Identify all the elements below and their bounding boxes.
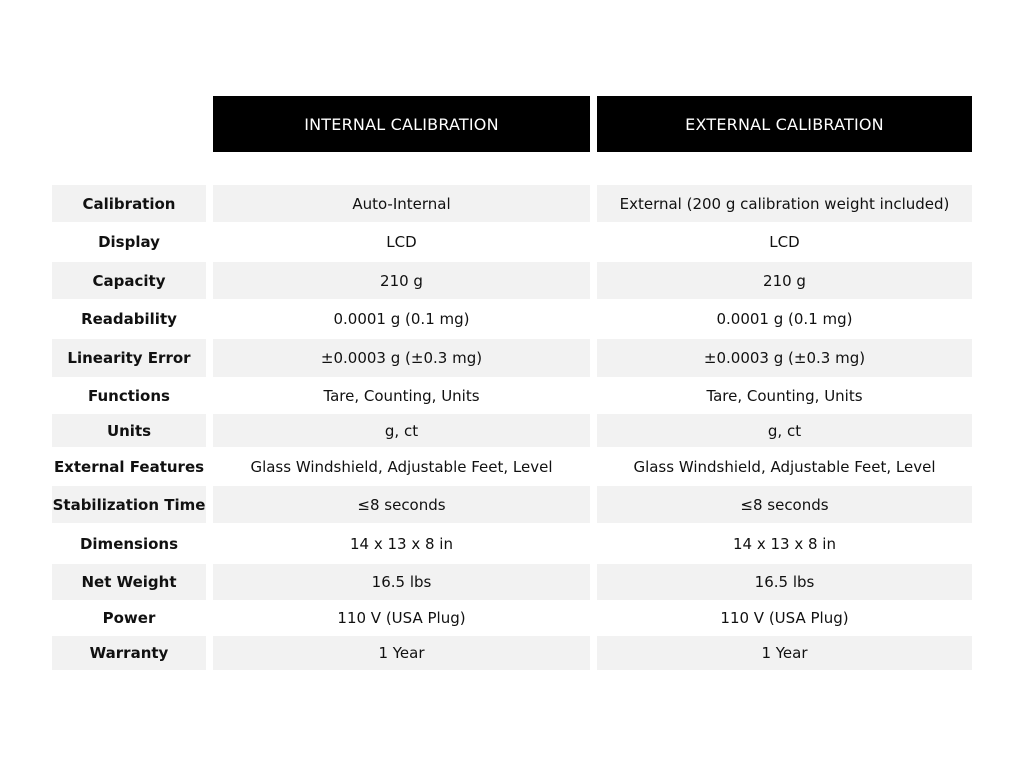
row-label: Calibration [52,185,206,222]
row-label: Power [102,609,156,627]
internal-value: 110 V (USA Plug) [337,609,466,627]
internal-value: LCD [386,233,417,251]
table-row [52,262,972,299]
internal-value: Auto-Internal [213,185,590,222]
internal-value: 0.0001 g (0.1 mg) [333,310,470,328]
row-label: Readability [81,310,177,328]
table-row [52,414,972,447]
external-value: Tare, Counting, Units [706,386,863,405]
table-row [52,339,972,377]
external-value: External (200 g calibration weight included) [597,185,972,222]
column-header-internal: INTERNAL CALIBRATION [213,96,590,152]
internal-value: g, ct [213,414,590,447]
internal-value: Glass Windshield, Adjustable Feet, Level [250,457,553,476]
table-row [52,524,972,563]
row-label: Stabilization Time [52,486,206,523]
external-value: g, ct [597,414,972,447]
row-label: Functions [88,386,170,405]
row-label: Display [98,233,160,251]
external-value: ≤8 seconds [597,486,972,523]
table-row [52,564,972,600]
table-row [52,601,972,635]
table-row [52,636,972,670]
internal-value: 16.5 lbs [213,564,590,600]
internal-value: ≤8 seconds [213,486,590,523]
table-row [52,378,972,413]
external-value: ±0.0003 g (±0.3 mg) [597,339,972,377]
external-value: 1 Year [597,636,972,670]
external-value: 210 g [597,262,972,299]
external-value: 0.0001 g (0.1 mg) [716,310,853,328]
external-value: 110 V (USA Plug) [720,609,849,627]
row-label: Warranty [52,636,206,670]
table-row [52,300,972,338]
row-label: Capacity [52,262,206,299]
internal-value: 14 x 13 x 8 in [350,534,453,553]
table-row [52,486,972,523]
column-header-external: EXTERNAL CALIBRATION [597,96,972,152]
row-label: Linearity Error [52,339,206,377]
internal-value: 210 g [213,262,590,299]
row-label: Units [52,414,206,447]
internal-value: Tare, Counting, Units [323,386,480,405]
row-label: External Features [53,457,205,476]
row-label: Net Weight [52,564,206,600]
internal-value: 1 Year [213,636,590,670]
table-row [52,185,972,222]
table-row [52,223,972,261]
external-value: 14 x 13 x 8 in [733,534,836,553]
table-row [52,448,972,485]
external-value: LCD [769,233,800,251]
external-value: Glass Windshield, Adjustable Feet, Level [633,457,936,476]
row-label: Dimensions [79,534,179,553]
internal-value: ±0.0003 g (±0.3 mg) [213,339,590,377]
external-value: 16.5 lbs [597,564,972,600]
